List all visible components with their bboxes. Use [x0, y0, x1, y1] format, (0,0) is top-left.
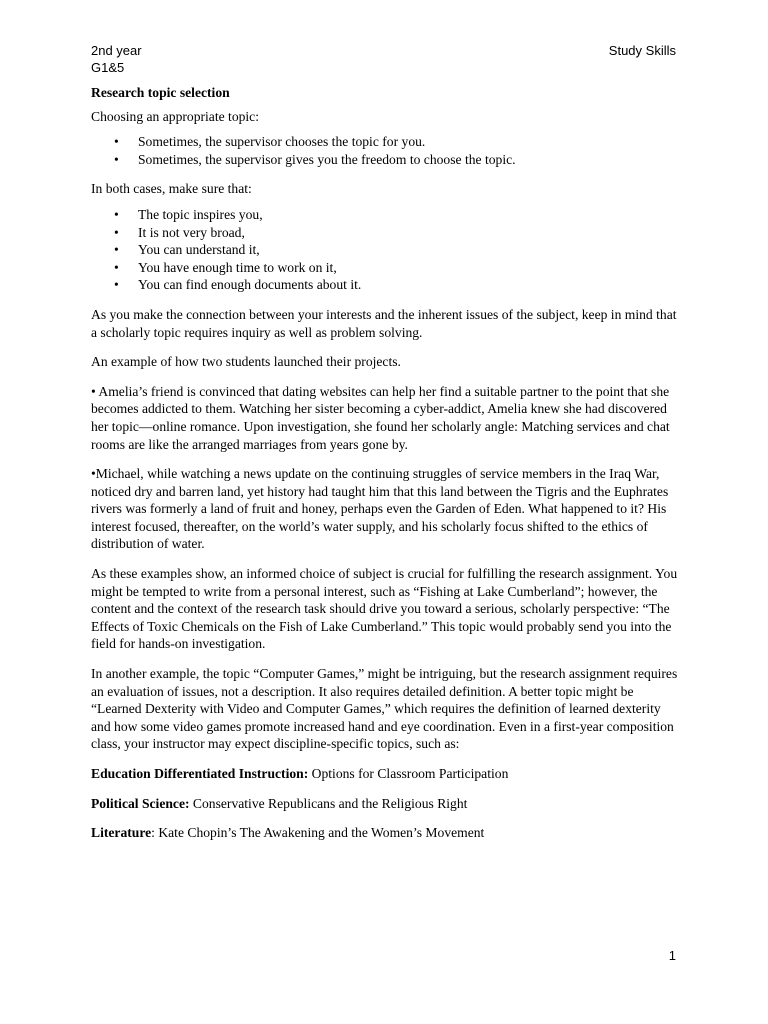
- list-item: • Sometimes, the supervisor gives you the freedom to choose the topic.: [114, 151, 516, 167]
- both-cases-paragraph: In both cases, make sure that:: [91, 181, 252, 197]
- connection-paragraph: As you make the connection between your interests and the inherent issues of the subject, keep in mind that a scholarly topic requires inquiry as well as problem solving.: [91, 306, 677, 340]
- bullet-icon: •: [114, 134, 119, 150]
- bullet-icon: •: [114, 242, 119, 258]
- choice-list: [91, 133, 681, 168]
- topic-label: Political Science:: [91, 795, 190, 811]
- criteria-list: [91, 206, 681, 294]
- header-group: G1&5: [91, 60, 125, 75]
- topic-literature: [91, 824, 681, 842]
- topic-text: Options for Classroom Participation: [308, 766, 509, 781]
- list-item: • You can understand it,: [114, 242, 260, 258]
- topic-label: Literature: [91, 825, 152, 841]
- header-year: 2nd year: [91, 43, 142, 58]
- bullet-icon: •: [114, 151, 119, 167]
- intro-paragraph: Choosing an appropriate topic:: [91, 108, 259, 124]
- amelia-paragraph: • Amelia’s friend is convinced that dating websites can help her find a suitable partner to the point that she becomes addicted to them. Watching her sister becoming a cyber-addict, Amelia knew she had discovered her topic—online romance. Upon investigation, she found her scholarly angle: Matching services and chat rooms are like the arranged marriages from years gone by.: [91, 383, 670, 452]
- topic-education: [91, 765, 681, 783]
- list-item: • You can find enough documents about it.: [114, 277, 362, 293]
- list-item: • It is not very broad,: [114, 224, 245, 240]
- example-intro-paragraph: An example of how two students launched their projects.: [91, 354, 401, 370]
- list-item: • You have enough time to work on it,: [114, 259, 337, 275]
- bullet-icon: •: [114, 277, 119, 293]
- header-course: Study Skills: [608, 43, 676, 58]
- document-body: [91, 84, 681, 854]
- bullet-icon: •: [114, 206, 119, 222]
- bullet-icon: •: [114, 224, 119, 240]
- topic-label: Education Differentiated Instruction:: [91, 766, 309, 781]
- section-title: Research topic selection: [91, 85, 230, 100]
- examples-show-paragraph: As these examples show, an informed choice of subject is crucial for fulfilling the research assignment. You might be tempted to write from a personal interest, such as “Fishing at Lake Cumberland”; however, the content and the context of the research task should drive you toward a serious, scholarly perspective: “The Effects of Toxic Chemicals on the Fish of Lake Cumberland.” This topic would probably send you into the field for hands-on investigation.: [91, 566, 678, 652]
- page-number: 1: [668, 948, 676, 963]
- topic-text: Conservative Republicans and the Religious Right: [189, 795, 468, 811]
- list-item: • Sometimes, the supervisor chooses the topic for you.: [114, 134, 426, 150]
- topic-political-science: [91, 795, 681, 813]
- list-item: • The topic inspires you,: [114, 206, 263, 222]
- header-left: [91, 42, 142, 76]
- another-example-paragraph: In another example, the topic “Computer Games,” might be intriguing, but the research assignment requires an evaluation of issues, not a description. It also requires detailed definition. A better topic might be “Learned Dexterity with Video and Computer Games,” which requires the definition of learned dexterity and how some video games promote increased hand and eye coordination. Even in a first-year composition class, your instructor may expect discipline-specific topics, such as:: [91, 666, 678, 752]
- topic-text: : Kate Chopin’s The Awakening and the Women’s Movement: [151, 825, 485, 841]
- bullet-icon: •: [114, 259, 119, 275]
- michael-paragraph: •Michael, while watching a news update on the continuing struggles of service members in the Iraq War, noticed dry and barren land, yet history had taught him that this land between the Tigris and the Euphrates rivers was formerly a land of fruit and honey, perhaps even the Garden of Eden. What happened to it? His interest focused, thereafter, on the world’s water supply, and his scholarly focus shifted to the ethics of distribution of water.: [91, 466, 669, 552]
